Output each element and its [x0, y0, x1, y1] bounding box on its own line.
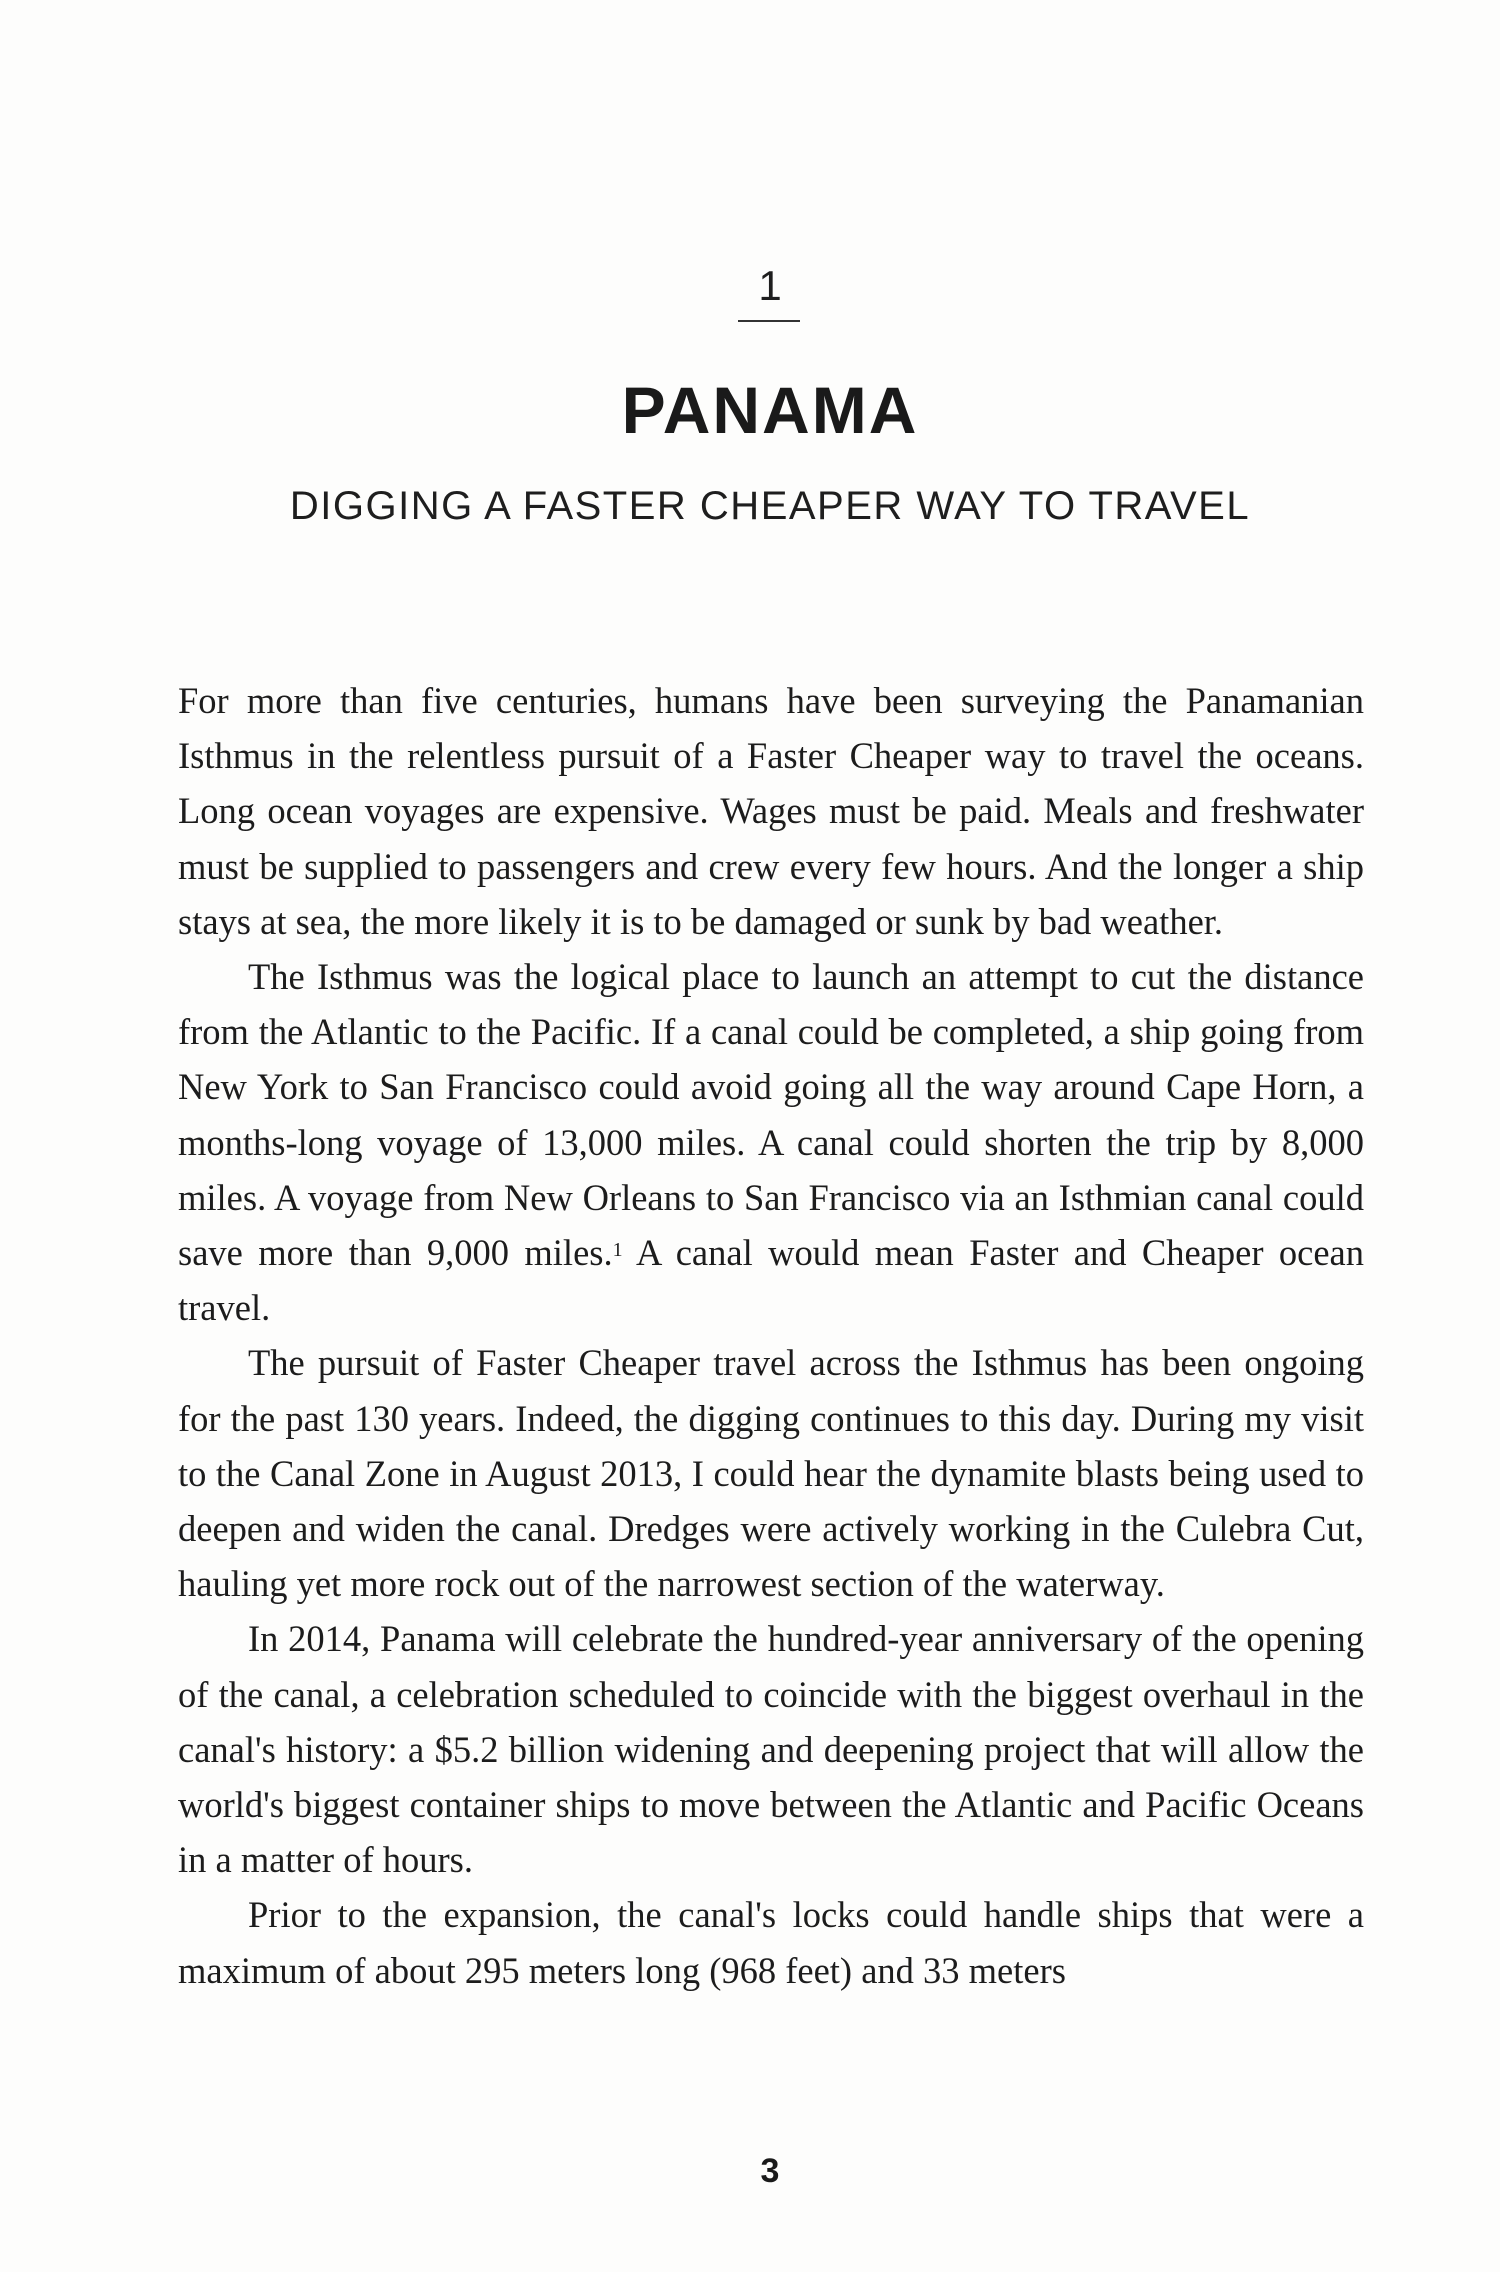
paragraph-2-continuation: A canal would mean Faster and Cheaper ocean travel. [178, 1232, 1364, 1329]
paragraph-3: The pursuit of Faster Cheaper travel across the Isthmus has been ongoing for the past 130 years. Indeed, the digging continues to this day. During my visit to the Canal Zone in August 2013, I could hear the dynamite blasts being used to deepen and widen the canal. Dredges were actively working in the Culebra Cut, hauling yet more rock out of the narrowest section of the waterway. [178, 1342, 1364, 1605]
paragraph-5: Prior to the expansion, the canal's locks could handle ships that were a maximum of about 295 meters long (968 feet) and 33 meters [178, 1894, 1364, 1991]
paragraph-1: For more than five centuries, humans have been surveying the Panamanian Isthmus in the relentless pursuit of a Faster Cheaper way to travel the oceans. Long ocean voyages are expensive. Wages must be paid. Meals and freshwater must be supplied to passengers and crew every few hours. And the longer a ship stays at sea, the more likely it is to be damaged or sunk by bad weather. [178, 680, 1364, 942]
paragraph-2-text: The Isthmus was the logical place to launch an attempt to cut the distance from the Atlantic to the Pacific. If a canal could be completed, a ship going from New York to San Francisco could avoid going all the way around Cape Horn, a months-long voyage of 13,000 miles. A canal could shorten the trip by 8,000 miles. A voyage from New Orleans to San Francisco via an Isthmian canal could save more than 9,000 miles. [178, 956, 1364, 1274]
chapter-number: 1 [758, 262, 782, 309]
footnote-reference[interactable]: 1 [612, 1239, 623, 1262]
chapter-number-underline [738, 320, 800, 322]
chapter-body [178, 673, 1364, 1998]
chapter-subtitle: DIGGING A FASTER CHEAPER WAY TO TRAVEL [289, 484, 1251, 528]
paragraph-4: In 2014, Panama will celebrate the hundred-year anniversary of the opening of the canal, a celebration scheduled to coincide with the biggest overhaul in the canal's history: a $5.2 billion widening and deepening project that will allow the world's biggest container ships to move between the Atlantic and Pacific Oceans in a matter of hours. [178, 1618, 1364, 1881]
chapter-title: PANAMA [621, 373, 919, 447]
page-number: 3 [760, 2152, 780, 2190]
paragraph-2 [178, 949, 1364, 1335]
